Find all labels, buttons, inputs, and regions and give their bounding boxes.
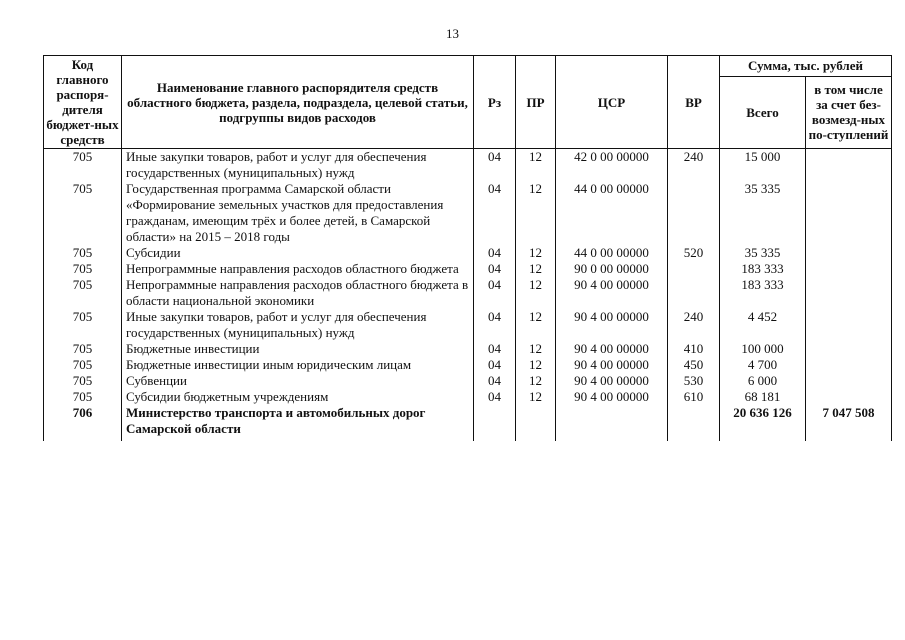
cell-vr: 410 — [668, 341, 720, 357]
cell-csr: 90 4 00 00000 — [556, 277, 668, 309]
cell-name: Иные закупки товаров, работ и услуг для обеспечения государственных (муниципальных) нужд — [122, 309, 474, 341]
cell-code: 705 — [44, 357, 122, 373]
cell-csr: 90 4 00 00000 — [556, 373, 668, 389]
cell-incl — [806, 389, 892, 405]
cell-name: Непрограммные направления расходов областного бюджета в области национальной экономики — [122, 277, 474, 309]
cell-vr: 240 — [668, 309, 720, 341]
cell-csr — [556, 405, 668, 441]
cell-vr: 520 — [668, 245, 720, 261]
cell-total: 15 000 — [720, 149, 806, 182]
header-csr: ЦСР — [556, 56, 668, 149]
cell-pr: 12 — [516, 357, 556, 373]
cell-pr: 12 — [516, 309, 556, 341]
cell-pr: 12 — [516, 149, 556, 182]
table-row — [44, 373, 892, 389]
cell-name: Министерство транспорта и автомобильных дорог Самарской области — [122, 405, 474, 441]
cell-code: 705 — [44, 277, 122, 309]
cell-incl — [806, 373, 892, 389]
cell-pr: 12 — [516, 373, 556, 389]
cell-vr: 450 — [668, 357, 720, 373]
table-body — [44, 149, 892, 442]
cell-csr: 90 0 00 00000 — [556, 261, 668, 277]
cell-rz: 04 — [474, 181, 516, 245]
cell-incl — [806, 357, 892, 373]
table-row — [44, 277, 892, 309]
header-code: Код главного распоря-дителя бюджет-ных средств — [44, 56, 122, 149]
header-name: Наименование главного распорядителя средств областного бюджета, раздела, подраздела, целевой статьи, подгруппы видов расходов — [122, 56, 474, 149]
cell-vr — [668, 405, 720, 441]
cell-total: 68 181 — [720, 389, 806, 405]
cell-rz: 04 — [474, 389, 516, 405]
cell-name: Иные закупки товаров, работ и услуг для обеспечения государственных (муниципальных) нужд — [122, 149, 474, 182]
cell-rz: 04 — [474, 245, 516, 261]
cell-code: 705 — [44, 245, 122, 261]
cell-name: Непрограммные направления расходов областного бюджета — [122, 261, 474, 277]
cell-name: Бюджетные инвестиции иным юридическим лицам — [122, 357, 474, 373]
cell-code: 705 — [44, 261, 122, 277]
cell-csr: 90 4 00 00000 — [556, 341, 668, 357]
page-number: 13 — [446, 26, 459, 41]
header-vr: ВР — [668, 56, 720, 149]
budget-table — [43, 55, 892, 441]
cell-rz: 04 — [474, 277, 516, 309]
table-row — [44, 245, 892, 261]
cell-incl — [806, 261, 892, 277]
table-row — [44, 181, 892, 245]
cell-vr: 530 — [668, 373, 720, 389]
table-row — [44, 341, 892, 357]
cell-vr — [668, 277, 720, 309]
cell-csr: 42 0 00 00000 — [556, 149, 668, 182]
cell-name: Субсидии бюджетным учреждениям — [122, 389, 474, 405]
header-incl: в том числе за счет без-возмезд-ных по-ступлений — [806, 76, 892, 148]
cell-name: Государственная программа Самарской области «Формирование земельных участков для предоставления гражданам, имеющим трёх и более детей, в Самарской области» на 2015 – 2018 годы — [122, 181, 474, 245]
cell-csr: 44 0 00 00000 — [556, 245, 668, 261]
cell-vr: 610 — [668, 389, 720, 405]
cell-pr: 12 — [516, 341, 556, 357]
cell-pr — [516, 405, 556, 441]
cell-total: 35 335 — [720, 181, 806, 245]
cell-rz — [474, 405, 516, 441]
cell-incl — [806, 181, 892, 245]
cell-incl — [806, 149, 892, 182]
cell-total: 183 333 — [720, 277, 806, 309]
cell-code: 705 — [44, 341, 122, 357]
table-row — [44, 309, 892, 341]
cell-total: 4 452 — [720, 309, 806, 341]
cell-incl: 7 047 508 — [806, 405, 892, 441]
cell-rz: 04 — [474, 357, 516, 373]
cell-code: 706 — [44, 405, 122, 441]
cell-total: 35 335 — [720, 245, 806, 261]
cell-rz: 04 — [474, 261, 516, 277]
cell-csr: 44 0 00 00000 — [556, 181, 668, 245]
cell-name: Субвенции — [122, 373, 474, 389]
table-row — [44, 389, 892, 405]
cell-total: 20 636 126 — [720, 405, 806, 441]
header-rz: Рз — [474, 56, 516, 149]
cell-code: 705 — [44, 373, 122, 389]
header-total: Всего — [720, 76, 806, 148]
cell-incl — [806, 277, 892, 309]
cell-incl — [806, 245, 892, 261]
cell-vr: 240 — [668, 149, 720, 182]
table-row — [44, 357, 892, 373]
cell-csr: 90 4 00 00000 — [556, 309, 668, 341]
cell-total: 100 000 — [720, 341, 806, 357]
cell-csr: 90 4 00 00000 — [556, 389, 668, 405]
header-pr: ПР — [516, 56, 556, 149]
cell-vr — [668, 181, 720, 245]
cell-rz: 04 — [474, 341, 516, 357]
cell-rz: 04 — [474, 149, 516, 182]
cell-pr: 12 — [516, 261, 556, 277]
cell-code: 705 — [44, 309, 122, 341]
cell-rz: 04 — [474, 309, 516, 341]
header-sum-group: Сумма, тыс. рублей — [720, 56, 892, 77]
cell-total: 4 700 — [720, 357, 806, 373]
cell-incl — [806, 341, 892, 357]
cell-pr: 12 — [516, 245, 556, 261]
table-row — [44, 149, 892, 182]
cell-csr: 90 4 00 00000 — [556, 357, 668, 373]
cell-pr: 12 — [516, 277, 556, 309]
cell-total: 183 333 — [720, 261, 806, 277]
table-row — [44, 261, 892, 277]
cell-name: Субсидии — [122, 245, 474, 261]
cell-incl — [806, 309, 892, 341]
cell-code: 705 — [44, 149, 122, 182]
cell-pr: 12 — [516, 389, 556, 405]
cell-total: 6 000 — [720, 373, 806, 389]
cell-code: 705 — [44, 389, 122, 405]
cell-vr — [668, 261, 720, 277]
cell-name: Бюджетные инвестиции — [122, 341, 474, 357]
cell-rz: 04 — [474, 373, 516, 389]
cell-pr: 12 — [516, 181, 556, 245]
table-row — [44, 405, 892, 441]
cell-code: 705 — [44, 181, 122, 245]
